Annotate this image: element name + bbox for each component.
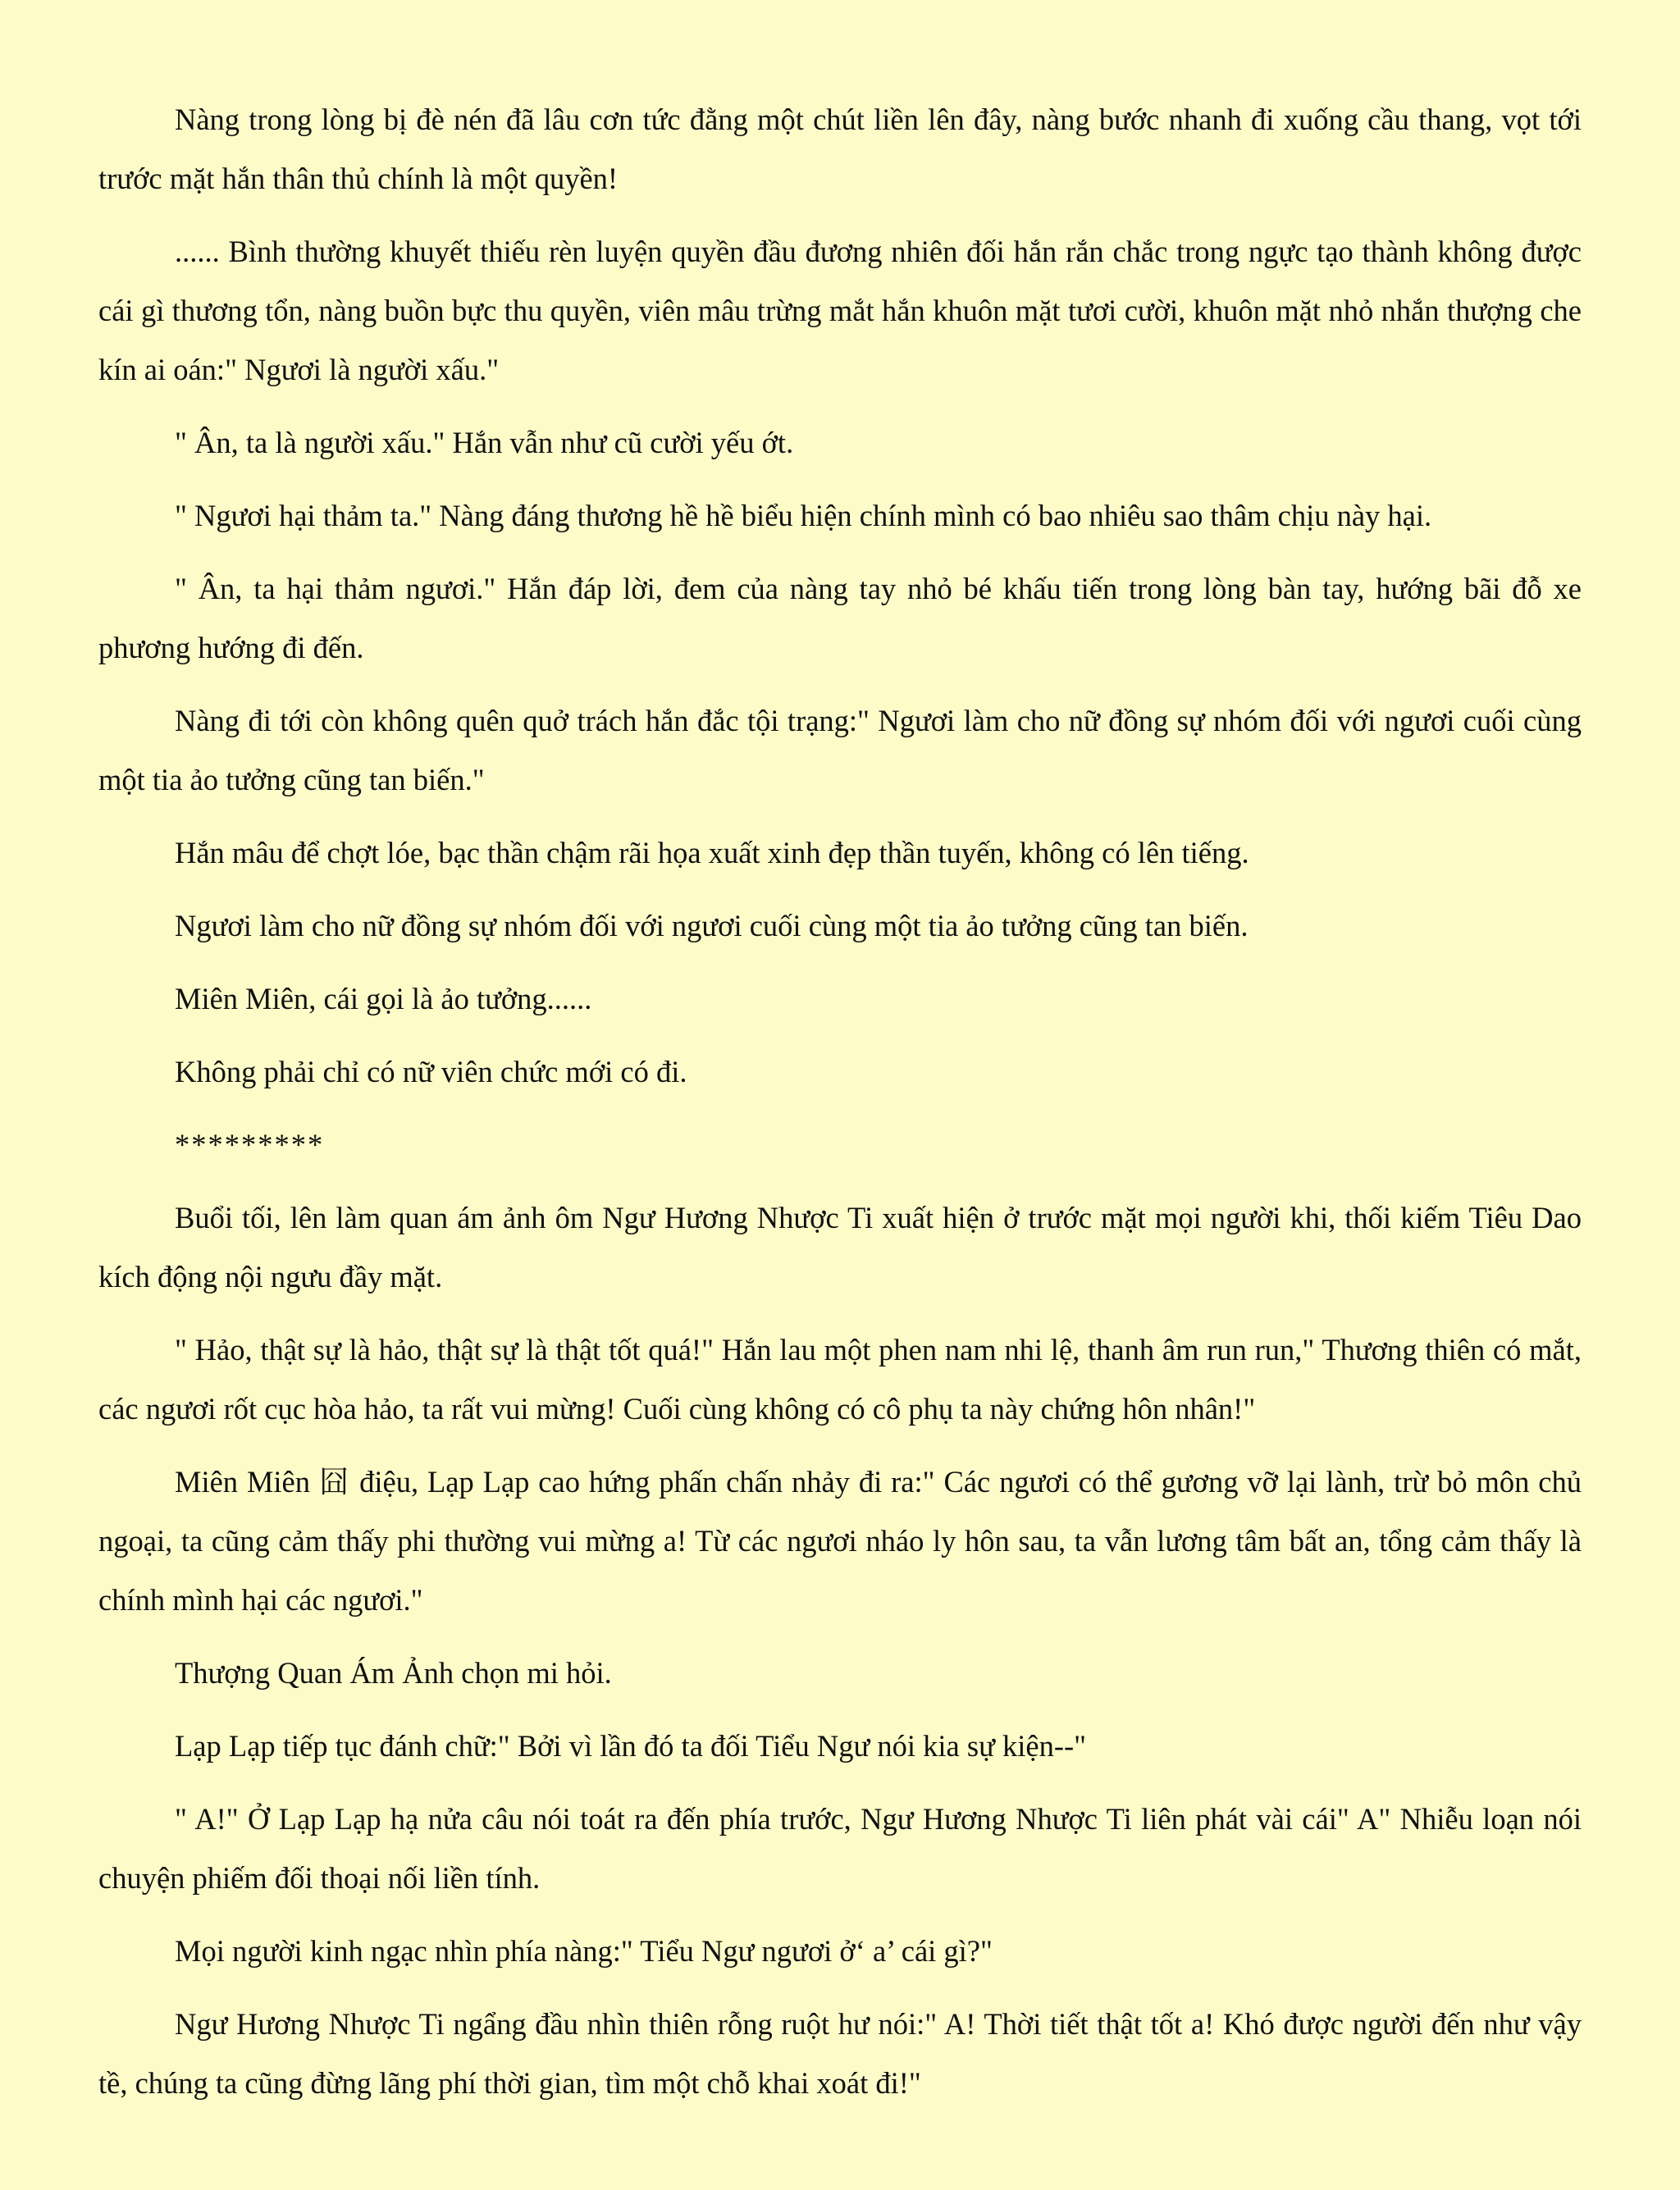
paragraph: " Ngươi hại thảm ta." Nàng đáng thương hề hề biểu hiện chính mình có bao nhiêu sao thâm chịu này hại.	[175, 499, 1432, 532]
paragraph: Không phải chỉ có nữ viên chức mới có đi.	[175, 1055, 687, 1088]
paragraph: " Ân, ta là người xấu." Hắn vẫn như cũ cười yếu ớt.	[175, 426, 794, 459]
paragraph: Ngư Hương Nhược Ti ngẩng đầu nhìn thiên rỗng ruột hư nói:" A! Thời tiết thật tốt a! Khó được người đến như vậy tề, chúng ta cũng đừng lãng phí thời gian, tìm một chỗ khai xoát đi!"	[98, 2007, 1582, 2100]
paragraph: Nàng đi tới còn không quên quở trách hắn đắc tội trạng:" Ngươi làm cho nữ đồng sự nhóm đối với ngươi cuối cùng một tia ảo tưởng cũng tan biến."	[98, 704, 1582, 796]
paragraph: Nàng trong lòng bị đè nén đã lâu cơn tức đằng một chút liền lên đây, nàng bước nhanh đi xuống cầu thang, vọt tới trước mặt hắn thân thủ chính là một quyền!	[98, 103, 1582, 195]
scene-separator: *********	[175, 1128, 325, 1161]
paragraph: Hắn mâu để chợt lóe, bạc thần chậm rãi họa xuất xinh đẹp thần tuyến, không có lên tiếng.	[175, 836, 1249, 869]
paragraph: Miên Miên 囧 điệu, Lạp Lạp cao hứng phấn chấn nhảy đi ra:" Các ngươi có thể gương vỡ lại lành, trừ bỏ môn chủ ngoại, ta cũng cảm thấy phi thường vui mừng a! Từ các ngươi nháo ly hôn sau, ta vẫn lương tâm bất an, tổng cảm thấy là chính mình hại các ngươi."	[98, 1465, 1582, 1617]
paragraph: Ngươi làm cho nữ đồng sự nhóm đối với ngươi cuối cùng một tia ảo tưởng cũng tan biến.	[175, 909, 1249, 942]
paragraph: Mọi người kinh ngạc nhìn phía nàng:" Tiểu Ngư ngươi ở‘ a’ cái gì?"	[175, 1934, 993, 1968]
paragraph: Thượng Quan Ám Ảnh chọn mi hỏi.	[175, 1656, 612, 1690]
paragraph: ...... Bình thường khuyết thiếu rèn luyện quyền đầu đương nhiên đối hắn rắn chắc trong ngực tạo thành không được cái gì thương tổn, nàng buồn bực thu quyền, viên mâu trừng mắt hắn khuôn mặt tươi cười, khuôn mặt nhỏ nhắn thượng che kín ai oán:" Ngươi là người xấu."	[98, 235, 1582, 386]
paragraph: Buổi tối, lên làm quan ám ảnh ôm Ngư Hương Nhược Ti xuất hiện ở trước mặt mọi người khi, thối kiếm Tiêu Dao kích động nội ngưu đầy mặt.	[98, 1201, 1582, 1293]
paragraph: Lạp Lạp tiếp tục đánh chữ:" Bởi vì lần đó ta đối Tiểu Ngư nói kia sự kiện--"	[175, 1729, 1087, 1763]
paragraph: Miên Miên, cái gọi là ảo tưởng......	[175, 982, 592, 1015]
paragraph: " A!" Ở Lạp Lạp hạ nửa câu nói toát ra đến phía trước, Ngư Hương Nhược Ti liên phát vài cái" A" Nhiễu loạn nói chuyện phiếm đối thoại nối liền tính.	[98, 1802, 1582, 1895]
paragraph: " Hảo, thật sự là hảo, thật sự là thật tốt quá!" Hắn lau một phen nam nhi lệ, thanh âm run run," Thương thiên có mắt, các ngươi rốt cục hòa hảo, ta rất vui mừng! Cuối cùng không có cô phụ ta này chứng hôn nhân!"	[98, 1333, 1582, 1426]
paragraph: " Ân, ta hại thảm ngươi." Hắn đáp lời, đem của nàng tay nhỏ bé khấu tiến trong lòng bàn tay, hướng bãi đỗ xe phương hướng đi đến.	[98, 572, 1582, 664]
